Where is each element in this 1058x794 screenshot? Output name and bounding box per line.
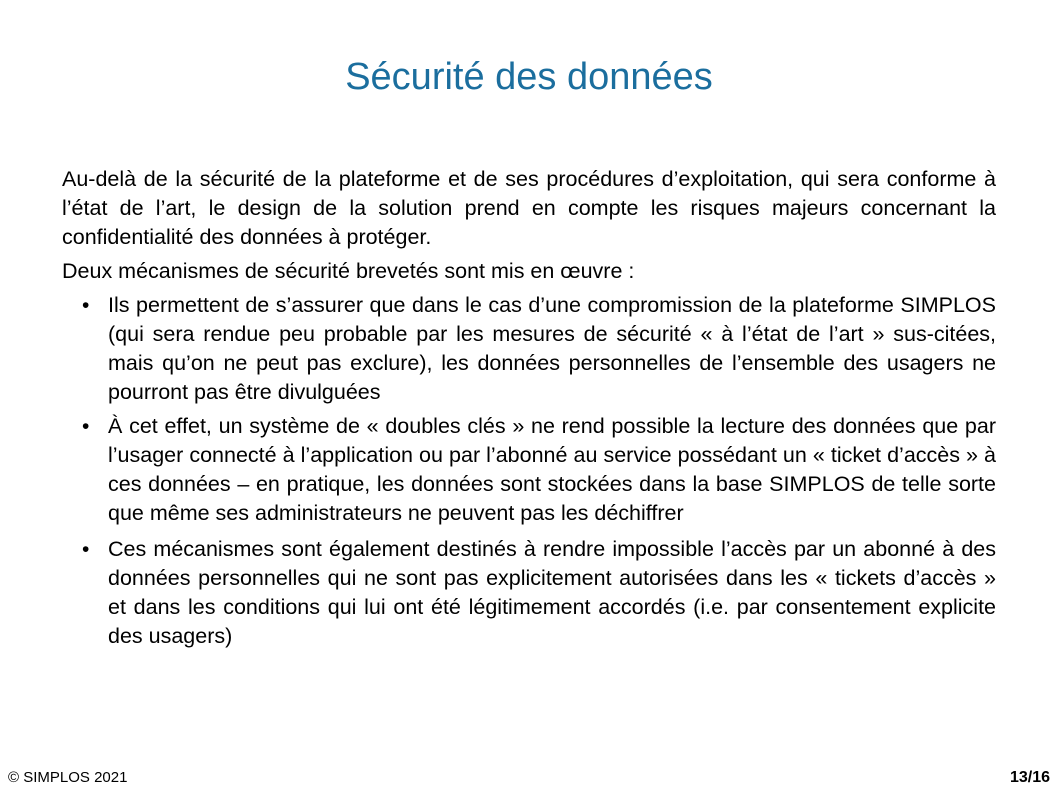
bullet-dot-icon: • <box>82 294 90 317</box>
intro-paragraph: Au-delà de la sécurité de la plateforme et de ses procédures d’exploitation, qui sera conforme à l’état de l’art, le design de la solution prend en compte les risques majeurs concernant la confidentialité des données à protéger. <box>62 167 996 249</box>
bullet-text: Ils permettent de s’assurer que dans le cas d’une compromission de la plateforme SIMPLOS (qui sera rendue peu probable par les mesures de sécurité « à l’état de l’art » sus-citées, mais qu’on ne peut pas exclure), les données personnelles de l’ensemble des usagers ne pourront pas être divulguées <box>108 293 996 404</box>
slide-body <box>62 165 996 656</box>
bullet-list <box>62 291 996 651</box>
bullet-dot-icon: • <box>82 538 90 561</box>
footer-copyright: © SIMPLOS 2021 <box>8 769 128 786</box>
bullet-dot-icon: • <box>82 415 90 438</box>
page-number: 13/16 <box>1009 769 1050 786</box>
slide-title: Sécurité des données <box>345 56 713 98</box>
mechanisms-paragraph: Deux mécanismes de sécurité brevetés sont mis en œuvre : <box>62 259 635 283</box>
bullet-text: Ces mécanismes sont également destinés à rendre impossible l’accès par un abonné à des données personnelles qui ne sont pas explicitement autorisées dans les « tickets d’accès » et dans les conditions qui lui ont été légitimement accordés (i.e. par consentement explicite des usagers) <box>108 537 996 648</box>
list-item <box>62 291 996 407</box>
list-item <box>62 412 996 528</box>
list-item <box>62 535 996 651</box>
bullet-text: À cet effet, un système de « doubles clés » ne rend possible la lecture des données que par l’usager connecté à l’application ou par l’abonné au service possédant un « ticket d’accès » à ces données – en pratique, les données sont stockées dans la base SIMPLOS de telle sorte que même ses administrateurs ne peuvent pas les déchiffrer <box>108 414 996 525</box>
